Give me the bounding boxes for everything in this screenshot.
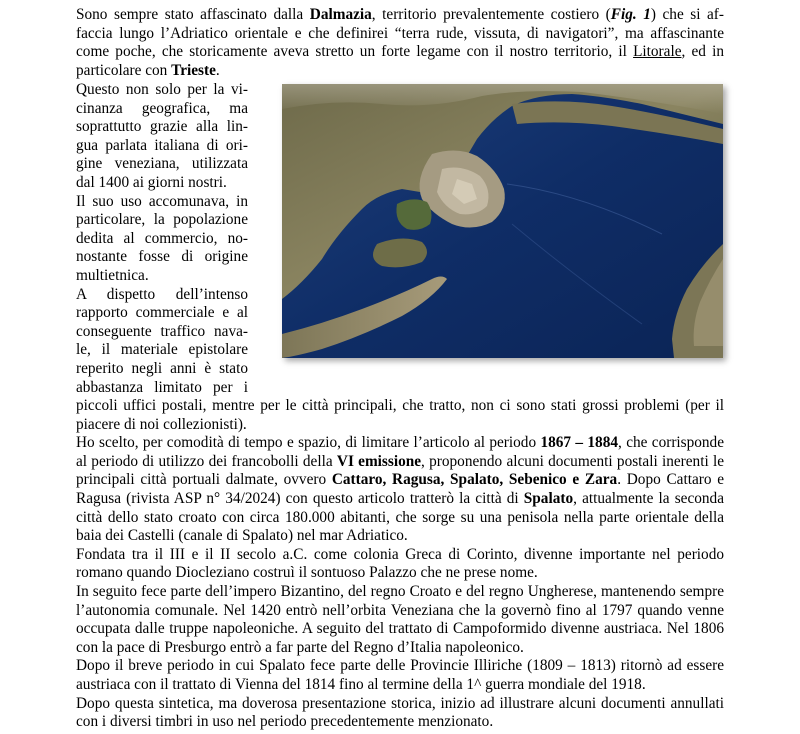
left-line: cinanza geografica, ma xyxy=(76,99,248,117)
text: , che corrisponde al periodo di utilizzo dei francobolli della xyxy=(76,434,724,470)
left-line: Il suo uso accomunava, in xyxy=(76,192,248,210)
emission-bold: VI emissione xyxy=(336,452,422,470)
left-line: particolare, la popolazione xyxy=(76,211,248,229)
intro-line-4 xyxy=(76,62,724,81)
text: , proponendo alcuni documenti postali inerenti le principali città portuali dalmate, ovvero xyxy=(76,452,724,489)
period-bold: 1867 – 1884 xyxy=(540,434,619,452)
text: Ho scelto, per comodità di tempo e spazio, di limitare l’articolo al periodo xyxy=(76,434,541,452)
left-line: multietnica. xyxy=(76,266,149,284)
text: particolare con xyxy=(76,61,172,79)
left-line: le, il materiale epistolare xyxy=(76,341,248,359)
main-body xyxy=(76,397,724,732)
text: ) che si af- xyxy=(650,6,724,23)
spalato-bold: Spalato xyxy=(523,489,574,507)
intro-paragraph xyxy=(76,6,724,80)
fig-ref: Fig. 1 xyxy=(610,6,651,23)
text: come poche, che storicamente aveva stretto un forte legame con il nostro territorio, il xyxy=(76,43,634,61)
intro-line-1 xyxy=(76,6,724,25)
text: . xyxy=(215,61,220,79)
text: , ed in xyxy=(681,43,724,61)
para-5: Dopo il breve periodo in cui Spalato fece parte delle Provincie Illiriche (1809 – 1813) ritornò ad essere austriaca con il trattato di Vienna del 1814 fino al termine della 1^ guerra mondiale del 1918. xyxy=(76,657,724,693)
para-6: Dopo questa sintetica, ma doverosa presentazione storica, inizio ad illustrare alcuni documenti annullati con i diversi timbri in uso nel periodo precedentemente menzionato. xyxy=(76,694,724,731)
dalmazia-bold: Dalmazia xyxy=(309,6,372,23)
para-4: In seguito fece parte dell’impero Bizantino, del regno Croato e del regno Ungherese, mantenendo sempre l’autonomia comunale. Nel 1420 entrò nell’orbita Veneziana che la governò fino al 1797 quando venne occupata dalle truppe napoleoniche. A seguito del trattato di Campoformido divenne austriaca. Nel 1806 con la pace di Presburgo entrò a far parte del Regno d’Italia napoleonico. xyxy=(76,582,724,656)
text: Sono sempre stato affascinato dalla xyxy=(76,6,310,23)
left-line: A dispetto dell’intenso xyxy=(76,285,248,303)
cities-bold: Cattaro, Ragusa, Spalato, Sebenico e Zara xyxy=(331,471,618,489)
text: , territorio prevalentemente costiero ( xyxy=(371,6,611,23)
litorale-underline: Litorale xyxy=(633,43,682,61)
left-line: Questo non solo per la vi- xyxy=(76,81,248,98)
para-2 xyxy=(76,434,724,546)
para-3: Fondata tra il III e il II secolo a.C. come colonia Greca di Corinto, divenne importante nel periodo romano quando Diocleziano costruì il sontuoso Palazzo che ne prese nome. xyxy=(76,545,724,582)
para-1-tail: piccoli uffici postali, mentre per le città principali, che tratto, non ci sono stati grossi problemi (per il piacere di noi collezionisti). xyxy=(76,397,724,433)
left-line: abbastanza limitato per i xyxy=(76,378,248,396)
satellite-photo-spalato xyxy=(282,84,723,358)
text: . Dopo Cattaro e Ragusa (rivista ASP n° 34/2024) con questo articolo tratterò la città di xyxy=(76,471,724,507)
trieste-bold: Trieste xyxy=(171,61,216,79)
left-line: gine veneziana, utilizzata xyxy=(76,155,248,173)
left-line: dal 1400 ai giorni nostri. xyxy=(76,173,227,191)
left-line: rapporto commerciale e al xyxy=(76,304,248,322)
left-line: soprattutto grazie alla lin- xyxy=(76,118,248,136)
left-line: nostante fosse di origine xyxy=(76,248,248,266)
left-line: dedita al commercio, no- xyxy=(76,229,248,247)
intro-line-2: faccia lungo l’Adriatico orientale e che definirei “terra rude, vissuta, di navigatori”, ma affascinante xyxy=(76,24,724,42)
left-line: reperito negli anni è stato xyxy=(76,359,248,377)
left-column-text xyxy=(76,81,248,397)
left-line: gua parlata italiana di ori- xyxy=(76,136,248,154)
left-line: conseguente traffico nava- xyxy=(76,322,248,340)
text: , attualmente la seconda città dello stato croato con circa 180.000 abitanti, che sorge su una penisola nella parte orientale della baia dei Castelli (canale di Spalato) nel mar Adriatico. xyxy=(76,489,724,545)
intro-line-3 xyxy=(76,43,724,62)
